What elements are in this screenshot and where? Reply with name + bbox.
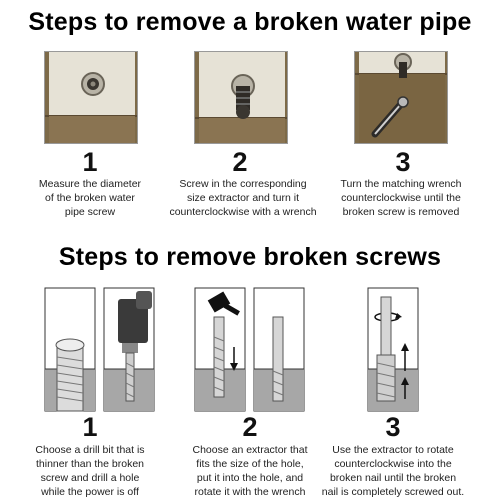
screw-step2-caption: [170, 443, 330, 499]
section1-title: Steps to remove a broken water pipe: [28, 8, 472, 36]
caption-line: Turn the matching wrench: [340, 178, 462, 190]
caption-line: pipe screw: [64, 206, 116, 218]
screw-step2-number: 2: [242, 412, 258, 442]
screw-step1-number: 1: [82, 412, 98, 442]
section2-title: Steps to remove broken screws: [58, 243, 442, 271]
caption-line: nail is completely screwed out.: [321, 486, 465, 498]
caption-line: counterclockwise until the: [341, 192, 461, 204]
caption-line: Screw in the corresponding: [179, 178, 307, 190]
step1-caption: [10, 177, 170, 219]
screw-step3-caption: [313, 443, 473, 499]
step3-number: 3: [395, 147, 411, 177]
step1-number: 1: [82, 147, 98, 177]
caption-line: fits the size of the hole,: [196, 458, 304, 470]
caption-line: broken screw is removed: [342, 206, 460, 218]
caption-line: while the power is off: [41, 486, 139, 498]
screw-step3-number: 3: [385, 412, 401, 442]
caption-line: Choose a drill bit that is: [35, 444, 145, 456]
caption-line: size extractor and turn it: [186, 192, 300, 204]
caption-line: thinner than the broken: [36, 458, 144, 470]
hammer-extractor-illustration: [194, 287, 306, 412]
caption-line: screw and drill a hole: [40, 472, 140, 484]
wrench-turning-photo: [354, 51, 448, 144]
caption-line: counterclockwise into the: [334, 458, 452, 470]
caption-line: Use the extractor to rotate: [332, 444, 454, 456]
caption-line: put it into the hole, and: [196, 472, 304, 484]
screw-step1-caption: [10, 443, 170, 499]
caption-line: Measure the diameter: [38, 178, 142, 190]
drill-illustration: [44, 287, 156, 412]
caption-line: of the broken water: [45, 192, 135, 204]
step2-number: 2: [232, 147, 248, 177]
step3-caption: [321, 177, 481, 219]
step2-caption: [163, 177, 323, 219]
caption-line: rotate it with the wrench: [194, 486, 306, 498]
extractor-in-pipe-photo: [194, 51, 288, 144]
caption-line: counterclockwise with a wrench: [169, 206, 317, 218]
caption-line: broken nail until the broken: [329, 472, 457, 484]
caption-line: Choose an extractor that: [192, 444, 308, 456]
pipe-stub-photo: [44, 51, 138, 144]
rotate-extractor-illustration: [367, 287, 419, 412]
